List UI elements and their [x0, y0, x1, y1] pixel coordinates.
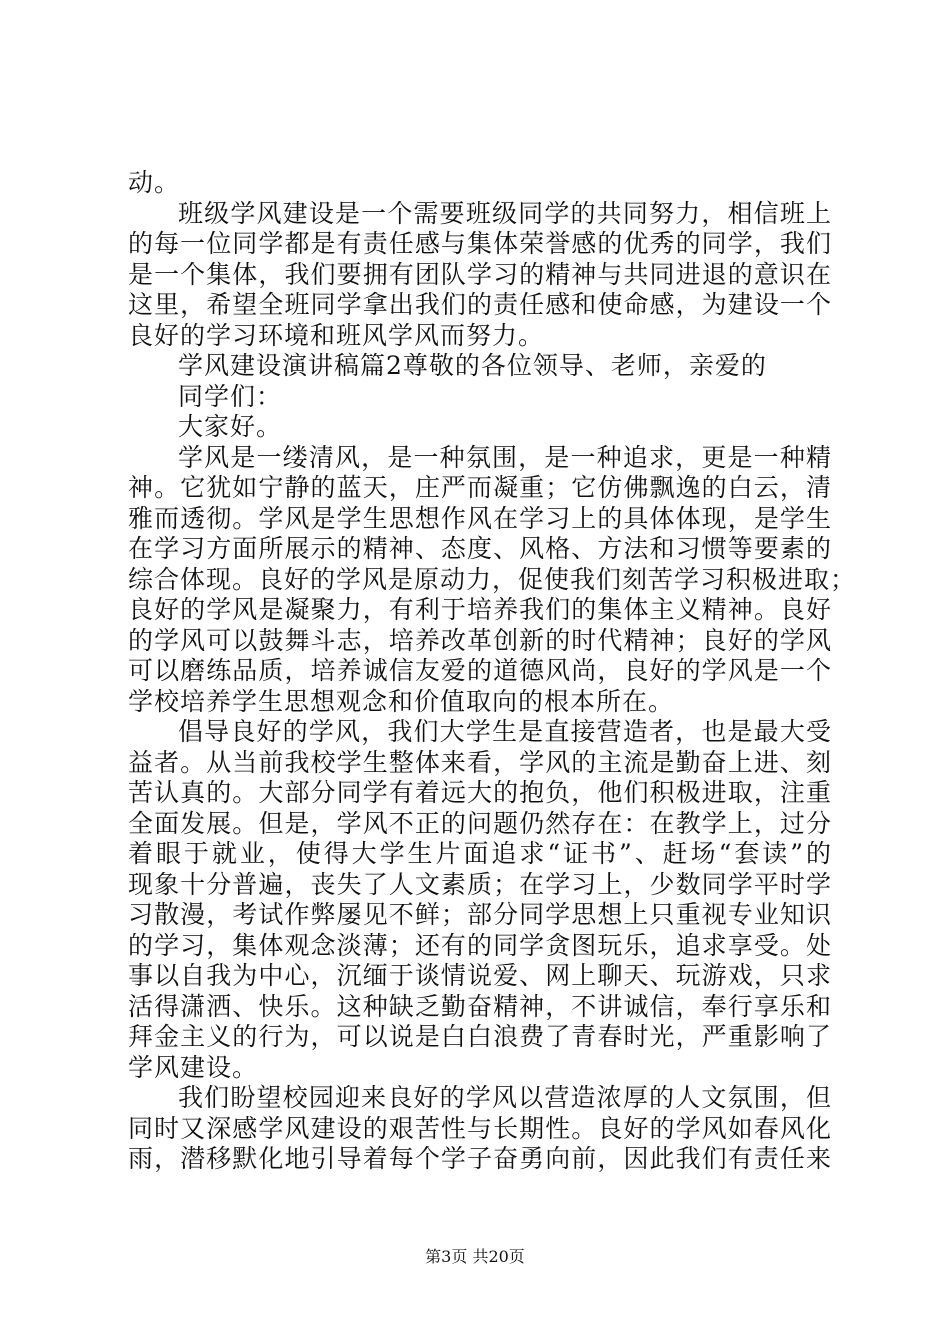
text-line: 益者。从当前我校学生整体来看，学风的主流是勤奋上进、刻 — [128, 747, 832, 777]
page-footer: 第3页 共20页 — [425, 1247, 525, 1266]
text-line: 同学们： — [178, 381, 283, 411]
text-line: 现象十分普遍，丧失了人文素质；在学习上，少数同学平时学 — [128, 869, 832, 899]
text-line: 雨，潜移默化地引导着每个学子奋勇向前，因此我们有责任来 — [128, 1144, 832, 1173]
text-line: 神。它犹如宁静的蓝天，庄严而凝重；它仿佛飘逸的白云，清 — [128, 473, 832, 502]
text-line: 全面发展。但是，学风不正的问题仍然存在：在教学上，过分 — [128, 808, 832, 838]
text-line: 学风建设。 — [128, 1052, 259, 1082]
text-line: 学风是一缕清风，是一种氛围，是一种追求，更是一种精 — [178, 442, 832, 472]
text-line: 习散漫，考试作弊屡见不鲜；部分同学思想上只重视专业知识 — [128, 900, 832, 929]
text-line: 拜金主义的行为，可以说是白白浪费了青春时光，严重影响了 — [128, 1022, 832, 1051]
text-line: 着眼于就业，使得大学生片面追求“证书”、赶场“套读”的 — [128, 839, 832, 868]
text-line: 在学习方面所展示的精神、态度、风格、方法和习惯等要素的 — [128, 534, 832, 563]
text-line: 的学风可以鼓舞斗志，培养改革创新的时代精神；良好的学风 — [128, 625, 832, 655]
text-line: 学风建设演讲稿篇2尊敬的各位领导、老师，亲爱的 — [178, 351, 767, 380]
text-line: 班级学风建设是一个需要班级同学的共同努力，相信班上 — [178, 198, 832, 228]
text-line: 良好的学习环境和班风学风而努力。 — [128, 320, 545, 350]
text-line: 这里，希望全班同学拿出我们的责任感和使命感，为建设一个 — [128, 290, 832, 319]
text-line: 学校培养学生思想观念和价值取向的根本所在。 — [128, 686, 675, 716]
text-line: 倡导良好的学风，我们大学生是直接营造者，也是最大受 — [178, 717, 832, 746]
text-line: 可以磨练品质，培养诚信友爱的道德风尚，良好的学风是一个 — [128, 656, 832, 685]
text-line: 同时又深感学风建设的艰苦性与长期性。良好的学风如春风化 — [128, 1113, 832, 1143]
text-line: 综合体现。良好的学风是原动力，促使我们刻苦学习积极进取； — [128, 564, 857, 594]
text-line: 的每一位同学都是有责任感与集体荣誉感的优秀的同学，我们 — [128, 229, 832, 258]
text-line: 动。 — [128, 168, 181, 197]
text-line: 苦认真的。大部分同学有着远大的抱负，他们积极进取，注重 — [128, 778, 832, 807]
text-line: 的学习，集体观念淡薄；还有的同学贪图玩乐，追求享受。处 — [128, 930, 832, 960]
text-line: 大家好。 — [178, 412, 283, 441]
text-line: 是一个集体，我们要拥有团队学习的精神与共同进退的意识在 — [128, 259, 832, 289]
text-line: 我们盼望校园迎来良好的学风以营造浓厚的人文氛围，但 — [178, 1083, 832, 1112]
text-line: 事以自我为中心，沉缅于谈情说爱、网上聊天、玩游戏，只求 — [128, 961, 832, 990]
body-text — [128, 168, 857, 1175]
text-line: 活得潇洒、快乐。这种缺乏勤奋精神，不讲诚信，奉行享乐和 — [128, 991, 832, 1021]
text-line: 雅而透彻。学风是学生思想作风在学习上的具体体现，是学生 — [128, 503, 832, 533]
text-line: 良好的学风是凝聚力，有利于培养我们的集体主义精神。良好 — [128, 595, 832, 624]
